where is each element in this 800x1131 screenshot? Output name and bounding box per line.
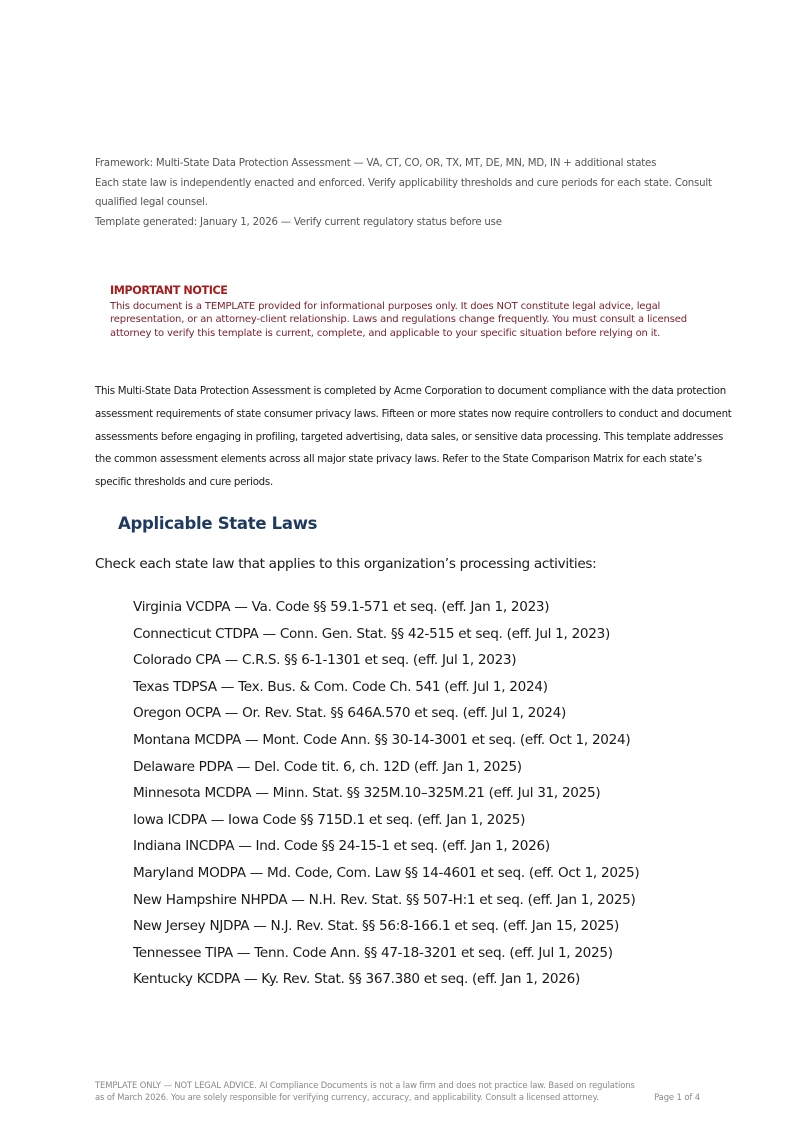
footer-disclaimer: TEMPLATE ONLY — NOT LEGAL ADVICE. AI Compliance Documents is not a law firm and does not practice law. Based on regulations as of March 2026. You are solely responsible for verifying currency, accuracy, and applicability. Consult a licensed attorney. (95, 1080, 635, 1102)
framework-line: Framework: Multi-State Data Protection Assessment — VA, CT, CO, OR, TX, MT, DE, MN, MD, IN + additional states (95, 158, 657, 169)
state-law-item-montana[interactable]: Montana MCDPA — Mont. Code Ann. §§ 30-14-3001 et seq. (eff. Oct 1, 2024) (133, 731, 631, 748)
page-number: Page 1 of 4 (654, 1091, 700, 1102)
state-law-list (133, 594, 639, 993)
state-law-item-kentucky[interactable]: Kentucky KCDPA — Ky. Rev. Stat. §§ 367.380 et seq. (eff. Jan 1, 2026) (133, 971, 580, 988)
state-law-item-minnesota[interactable]: Minnesota MCDPA — Minn. Stat. §§ 325M.10–325M.21 (eff. Jul 31, 2025) (133, 785, 601, 802)
notice-title: IMPORTANT NOTICE (110, 284, 228, 297)
state-law-item-new-jersey[interactable]: New Jersey NJDPA — N.J. Rev. Stat. §§ 56:8-166.1 et seq. (eff. Jan 15, 2025) (133, 918, 620, 935)
section-heading: Applicable State Laws (118, 514, 318, 533)
state-law-item-texas[interactable]: Texas TDPSA — Tex. Bus. & Com. Code Ch. 541 (eff. Jul 1, 2024) (133, 678, 548, 695)
intro-paragraph: This Multi-State Data Protection Assessment is completed by Acme Corporation to document compliance with the data protection assessment requirements of state consumer privacy laws. Fifteen or more states now require controllers to conduct and document assessments before engaging in profiling, targeted advertising, data sales, or sensitive data processing. This template addresses the common assessment elements across all major state privacy laws. Refer to the State Comparison Matrix for each state’s specific thresholds and cure periods. (95, 386, 732, 489)
state-law-item-maryland[interactable]: Maryland MODPA — Md. Code, Com. Law §§ 14-4601 et seq. (eff. Oct 1, 2025) (133, 864, 640, 881)
state-law-item-tennessee[interactable]: Tennessee TIPA — Tenn. Code Ann. §§ 47-18-3201 et seq. (eff. Jul 1, 2025) (133, 944, 613, 961)
document-meta (95, 154, 715, 232)
section-instruction: Check each state law that applies to this organization’s processing activities: (95, 556, 597, 572)
state-law-item-virginia[interactable]: Virginia VCDPA — Va. Code §§ 59.1-571 et seq. (eff. Jan 1, 2023) (133, 599, 550, 615)
state-law-item-indiana[interactable]: Indiana INCDPA — Ind. Code §§ 24-15-1 et seq. (eff. Jan 1, 2026) (133, 838, 550, 855)
state-law-item-new-hampshire[interactable]: New Hampshire NHPDA — N.H. Rev. Stat. §§ 507-H:1 et seq. (eff. Jan 1, 2025) (133, 891, 636, 908)
disclaimer-line: Each state law is independently enacted and enforced. Verify applicability thresholds and cure periods for each state. Consult qualified legal counsel. (95, 177, 712, 208)
state-law-item-connecticut[interactable]: Connecticut CTDPA — Conn. Gen. Stat. §§ 42-515 et seq. (eff. Jul 1, 2023) (133, 625, 610, 642)
generated-line: Template generated: January 1, 2026 — Verify current regulatory status before use (95, 216, 502, 228)
state-law-item-delaware[interactable]: Delaware PDPA — Del. Code tit. 6, ch. 12D (eff. Jan 1, 2025) (133, 758, 522, 775)
page-footer (95, 1080, 705, 1103)
state-law-item-iowa[interactable]: Iowa ICDPA — Iowa Code §§ 715D.1 et seq. (eff. Jan 1, 2025) (133, 811, 526, 828)
important-notice (110, 284, 710, 340)
state-law-item-oregon[interactable]: Oregon OCPA — Or. Rev. Stat. §§ 646A.570 et seq. (eff. Jul 1, 2024) (133, 705, 567, 722)
state-law-item-colorado[interactable]: Colorado CPA — C.R.S. §§ 6-1-1301 et seq. (eff. Jul 1, 2023) (133, 652, 517, 669)
notice-body: This document is a TEMPLATE provided for informational purposes only. It does NOT constitute legal advice, legal representation, or an attorney-client relationship. Laws and regulations change frequently. You must consult a licensed attorney to verify this template is current, complete, and applicable to your specific situation before relying on it. (110, 301, 687, 339)
